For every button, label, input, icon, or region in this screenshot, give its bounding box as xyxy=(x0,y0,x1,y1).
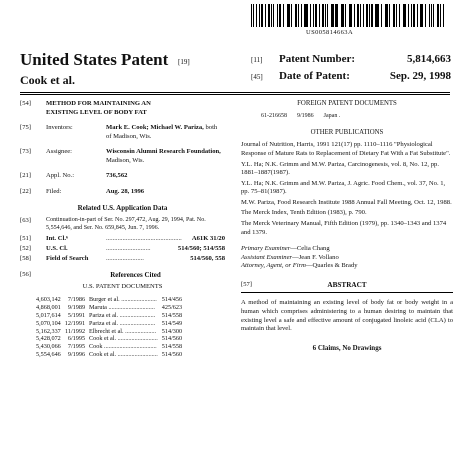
assistant-examiner-name: —Jean F. Vollano xyxy=(292,253,339,261)
barcode-bar xyxy=(332,4,333,27)
barcode-bar xyxy=(256,4,257,27)
barcode-bar xyxy=(422,4,423,27)
continuation-field xyxy=(20,217,225,233)
appl-label: Appl. No.: xyxy=(46,172,75,180)
barcode-bar xyxy=(389,4,390,27)
appl-field xyxy=(20,172,225,181)
reference-dots: ....................... xyxy=(119,311,156,319)
date-code: [45] xyxy=(251,73,263,81)
barcode-bar xyxy=(265,4,266,27)
reference-name xyxy=(87,304,160,312)
primary-examiner-label: Primary Examiner xyxy=(241,245,291,253)
inventor-names: Mark E. Cook; Michael W. Pariza, xyxy=(106,124,204,132)
barcode-bar xyxy=(304,4,305,27)
classification-list xyxy=(20,235,225,263)
reference-date: 6/1995 xyxy=(67,335,86,343)
date-row xyxy=(251,70,451,87)
classification-number: A61K 31/20 xyxy=(191,235,225,243)
classification-value xyxy=(106,255,225,264)
reference-no: 5,162,337 xyxy=(36,327,61,335)
foreign-number: 61-216658 xyxy=(261,112,287,119)
assignee-code: [73] xyxy=(20,148,31,156)
barcode-bar xyxy=(425,4,426,27)
classification-value xyxy=(106,245,225,254)
barcode-bar xyxy=(381,4,382,27)
publication-item: Y.L. Ha; N.K. Grimm and M.W. Pariza, J. Agric. Food Chem., vol. 37, No. 1, pp. 75–81(1987). xyxy=(241,179,446,196)
barcode-bar xyxy=(429,4,430,27)
date-of-patent: Sep. 29, 1998 xyxy=(389,70,451,82)
barcode-bar xyxy=(360,4,361,27)
foreign-date: 9/1986 xyxy=(297,112,314,119)
right-column xyxy=(241,100,453,353)
abstract-heading-row xyxy=(241,281,453,290)
barcode-bar xyxy=(350,4,351,27)
inventors-code: [75] xyxy=(20,124,31,132)
examiners xyxy=(241,245,453,271)
barcode-bar xyxy=(306,4,307,27)
table-row xyxy=(34,335,184,343)
other-publications-heading: OTHER PUBLICATIONS xyxy=(310,128,384,136)
reference-no: 5,017,614 xyxy=(36,311,61,319)
barcode-bar xyxy=(315,4,317,27)
barcode-bar xyxy=(396,4,397,27)
table-row xyxy=(34,320,184,328)
classification-row xyxy=(20,245,225,254)
references-field xyxy=(20,271,225,280)
date-label: Date of Patent: xyxy=(279,70,350,82)
barcode-bar xyxy=(354,4,355,27)
reference-cls: 514/560 xyxy=(161,351,183,359)
inventors-label: Inventors: xyxy=(46,124,73,132)
continuation-code: [63] xyxy=(20,216,31,224)
classification-label: U.S. Cl. xyxy=(46,245,68,252)
attorney-name: —Quarles & Brady xyxy=(305,262,358,270)
classification-value xyxy=(106,235,225,244)
header-rule-thin xyxy=(20,94,450,95)
primary-examiner xyxy=(241,245,453,254)
barcode-bar xyxy=(271,4,272,27)
classification-dots: ....................... xyxy=(106,254,144,262)
reference-no: 5,554,646 xyxy=(36,351,61,359)
reference-name xyxy=(87,312,160,320)
barcode-bar xyxy=(335,4,337,27)
reference-no: 5,428,072 xyxy=(36,335,61,343)
barcode-bar xyxy=(413,4,415,27)
abstract-rule xyxy=(241,292,453,293)
reference-cls: 514/558 xyxy=(161,311,183,319)
barcode-bar xyxy=(371,4,372,27)
publications-list xyxy=(241,141,453,237)
reference-dots: .......................... xyxy=(117,335,158,343)
reference-no: 5,430,066 xyxy=(36,343,61,351)
reference-no: 5,070,104 xyxy=(36,319,61,327)
classification-dots: ........................... xyxy=(106,245,151,252)
reference-cls: 514/456 xyxy=(161,295,183,303)
reference-cls: 514/558 xyxy=(161,343,183,351)
table-row xyxy=(34,304,184,312)
reference-name: Cook et al. xyxy=(89,335,117,343)
barcode-bar xyxy=(363,4,364,27)
classification-code: [58] xyxy=(20,254,31,262)
title-code: [54] xyxy=(20,100,31,107)
barcode-bar xyxy=(288,4,289,27)
primary-examiner-name: —Celia Chang xyxy=(290,245,330,253)
appl-number: 736,562 xyxy=(106,172,128,180)
reference-cls: 425/623 xyxy=(161,303,183,311)
classification-label: Field of Search xyxy=(46,254,89,262)
invention-title: METHOD FOR MAINTAINING AN EXISTING LEVEL OF BODY FAT xyxy=(46,100,151,116)
reference-name xyxy=(87,296,160,304)
abstract-code: [57] xyxy=(241,280,252,288)
reference-no: 4,868,001 xyxy=(36,303,61,311)
reference-name: Cook et al. xyxy=(89,351,117,359)
filed-field xyxy=(20,188,225,197)
barcode-bar xyxy=(273,4,274,27)
patent-number-code: [11] xyxy=(251,56,263,64)
barcode-bar xyxy=(283,4,284,27)
reference-name: Maruta xyxy=(89,303,107,311)
reference-dots: ....................... xyxy=(121,295,157,303)
barcode-bar xyxy=(417,4,418,27)
reference-date: 7/1995 xyxy=(67,343,86,351)
barcode-bar xyxy=(399,4,400,27)
reference-dots: .................... xyxy=(125,327,157,335)
reference-date: 11/1992 xyxy=(64,327,86,335)
reference-no: 4,603,142 xyxy=(36,295,61,303)
table-row xyxy=(34,296,184,304)
reference-name xyxy=(87,343,160,351)
table-row xyxy=(34,343,184,351)
barcode-bar xyxy=(440,4,441,27)
barcode-bar xyxy=(366,4,367,27)
classification-code: [51] xyxy=(20,235,31,243)
table-row xyxy=(34,351,184,359)
reference-date: 12/1991 xyxy=(64,319,86,327)
publication-item: The Merck Index, Tenth Edition (1983), p. 790. xyxy=(241,209,367,217)
reference-name: Burger et al. xyxy=(89,295,120,303)
barcode-bar xyxy=(253,4,254,27)
reference-name xyxy=(87,328,160,336)
title-field xyxy=(20,100,225,117)
classification-number: 514/560; 514/558 xyxy=(177,245,225,252)
reference-name xyxy=(87,335,160,343)
barcode-bar xyxy=(369,4,370,27)
barcode-bar xyxy=(437,4,439,27)
inventor-short: Cook et al. xyxy=(20,73,75,87)
reference-name xyxy=(87,320,160,328)
publication-item: Journal of Nutrition, Harris, 1991 121(17) pp. 1110–1116 "Physiological Response of Mature Rats to Replacement of Dietary Fat With a Fat Substitute". xyxy=(241,141,451,158)
continuation-text: Continuation-in-part of Ser. No. 297,472, Aug. 29, 1994, Pat. No. 5,554,646, and Ser. No. 659,845, Jun. 7, 1996. xyxy=(46,216,206,231)
barcode-bar xyxy=(325,4,326,27)
publication-item: Y.L. Ha; N.K. Grimm and M.W. Pariza, Carcinogenesis, vol. 8, No. 12, pp. 1881–1887(1987). xyxy=(241,160,439,177)
header-right xyxy=(251,53,451,87)
us-references-table xyxy=(34,296,184,360)
reference-name: Pariza et al. xyxy=(89,319,119,327)
patent-title-heading: United States Patent xyxy=(20,50,169,69)
barcode-bar xyxy=(345,4,346,27)
patent-number: 5,814,663 xyxy=(407,53,451,65)
reference-name: Pariza et al. xyxy=(89,311,119,319)
publication-item: The Merck Veterinary Manual, Fifth Edition (1979), pp. 1340–1343 and 1374 and 1379. xyxy=(241,219,447,236)
attorney-label: Attorney, Agent, or Firm xyxy=(241,262,306,270)
barcode-bar xyxy=(319,4,320,27)
attorney xyxy=(241,262,453,271)
classification-code: [52] xyxy=(20,245,31,252)
foreign-reference xyxy=(261,113,453,121)
barcode-bar xyxy=(301,4,302,27)
assignee-field xyxy=(20,148,225,165)
barcode-bar xyxy=(378,4,379,27)
related-data-heading: Related U.S. Application Data xyxy=(77,203,168,212)
barcode-bar xyxy=(408,4,409,27)
foreign-country: Japan . xyxy=(323,112,341,119)
inventor-location: both of Madison, Wis. xyxy=(106,124,218,140)
classification-number: 514/560, 558 xyxy=(190,254,225,262)
classification-row xyxy=(20,255,225,264)
barcode-bar xyxy=(433,4,434,27)
reference-date: 9/1989 xyxy=(67,303,86,311)
filed-label: Filed: xyxy=(46,187,62,195)
barcode-bar xyxy=(327,4,328,27)
inventors-field xyxy=(20,124,225,141)
reference-name: Elbrecht et al. xyxy=(89,327,124,335)
left-column xyxy=(20,100,225,359)
barcode-bar xyxy=(268,4,269,27)
barcode-bar xyxy=(404,4,405,27)
filed-code: [22] xyxy=(20,187,31,195)
us-docs-heading: U.S. PATENT DOCUMENTS xyxy=(82,283,163,291)
reference-date: 7/1986 xyxy=(67,295,86,303)
reference-cls: 514/300 xyxy=(161,327,183,335)
classification-row xyxy=(20,235,225,244)
barcode-bar xyxy=(386,4,387,27)
table-row xyxy=(34,312,184,320)
header-rule xyxy=(20,92,450,93)
reference-date: 9/1996 xyxy=(67,351,86,359)
publication-item: M.W. Pariza, Food Research Institute 1988 Annual Fall Meeting, Oct. 12, 1988. xyxy=(241,198,452,206)
barcode-bar xyxy=(431,4,432,27)
barcode-bar xyxy=(277,4,278,27)
patent-number-label: Patent Number: xyxy=(279,53,356,65)
header-left xyxy=(20,50,168,88)
assistant-examiner xyxy=(241,254,453,263)
reference-dots: .............................. xyxy=(108,303,155,311)
classification-dots: .............................................. xyxy=(106,235,182,243)
country-code: [19] xyxy=(178,58,190,66)
table-row xyxy=(34,328,184,336)
barcode-bar xyxy=(295,4,297,27)
assignee-location: Madison, Wis. xyxy=(106,156,145,164)
assignee-label: Assignee: xyxy=(46,148,73,156)
reference-dots: .................................. xyxy=(104,343,157,351)
reference-cls: 514/560 xyxy=(161,335,183,343)
barcode-bar xyxy=(322,4,323,27)
barcode-bar xyxy=(357,4,359,27)
assistant-examiner-label: Assistant Examiner xyxy=(241,253,293,261)
barcode xyxy=(251,4,447,27)
barcode-bar xyxy=(443,4,444,27)
reference-dots: ....................... xyxy=(119,319,156,327)
patent-number-row xyxy=(251,53,451,70)
references-heading: References Cited xyxy=(110,271,161,280)
reference-date: 5/1991 xyxy=(67,311,86,319)
reference-name: Cook xyxy=(89,343,103,351)
barcode-bar xyxy=(291,4,292,27)
assignee-name: Wisconsin Alumni Research Foundation, xyxy=(106,148,221,156)
references-code: [56] xyxy=(20,271,31,279)
reference-cls: 514/549 xyxy=(161,319,183,327)
publication-number: US005814663A xyxy=(306,29,354,36)
foreign-docs-heading: FOREIGN PATENT DOCUMENTS xyxy=(297,100,397,107)
reference-dots: .......................... xyxy=(117,351,158,359)
appl-code: [21] xyxy=(20,172,31,180)
abstract-text: A method of maintaining an existing level of body fat or body weight in a human which comprises administering to a human desiring to maintain that existing level a safe and effective amount of conjugated linoleic acid (CLA) to maintain that level. xyxy=(241,298,453,333)
classification-label: Int. Cl.⁶ xyxy=(46,235,68,243)
abstract-heading: ABSTRACT xyxy=(327,280,367,289)
claims-count: 6 Claims, No Drawings xyxy=(312,344,382,353)
barcode-bar xyxy=(310,4,311,27)
filed-date: Aug. 28, 1996 xyxy=(106,187,145,195)
barcode-bar xyxy=(298,4,299,27)
barcode-bar xyxy=(279,4,281,27)
barcode-bar xyxy=(393,4,395,27)
reference-name xyxy=(87,351,160,359)
barcode-bar xyxy=(375,4,377,27)
barcode-bar xyxy=(420,4,421,27)
barcode-bar xyxy=(261,4,263,27)
barcode-bar xyxy=(342,4,343,27)
